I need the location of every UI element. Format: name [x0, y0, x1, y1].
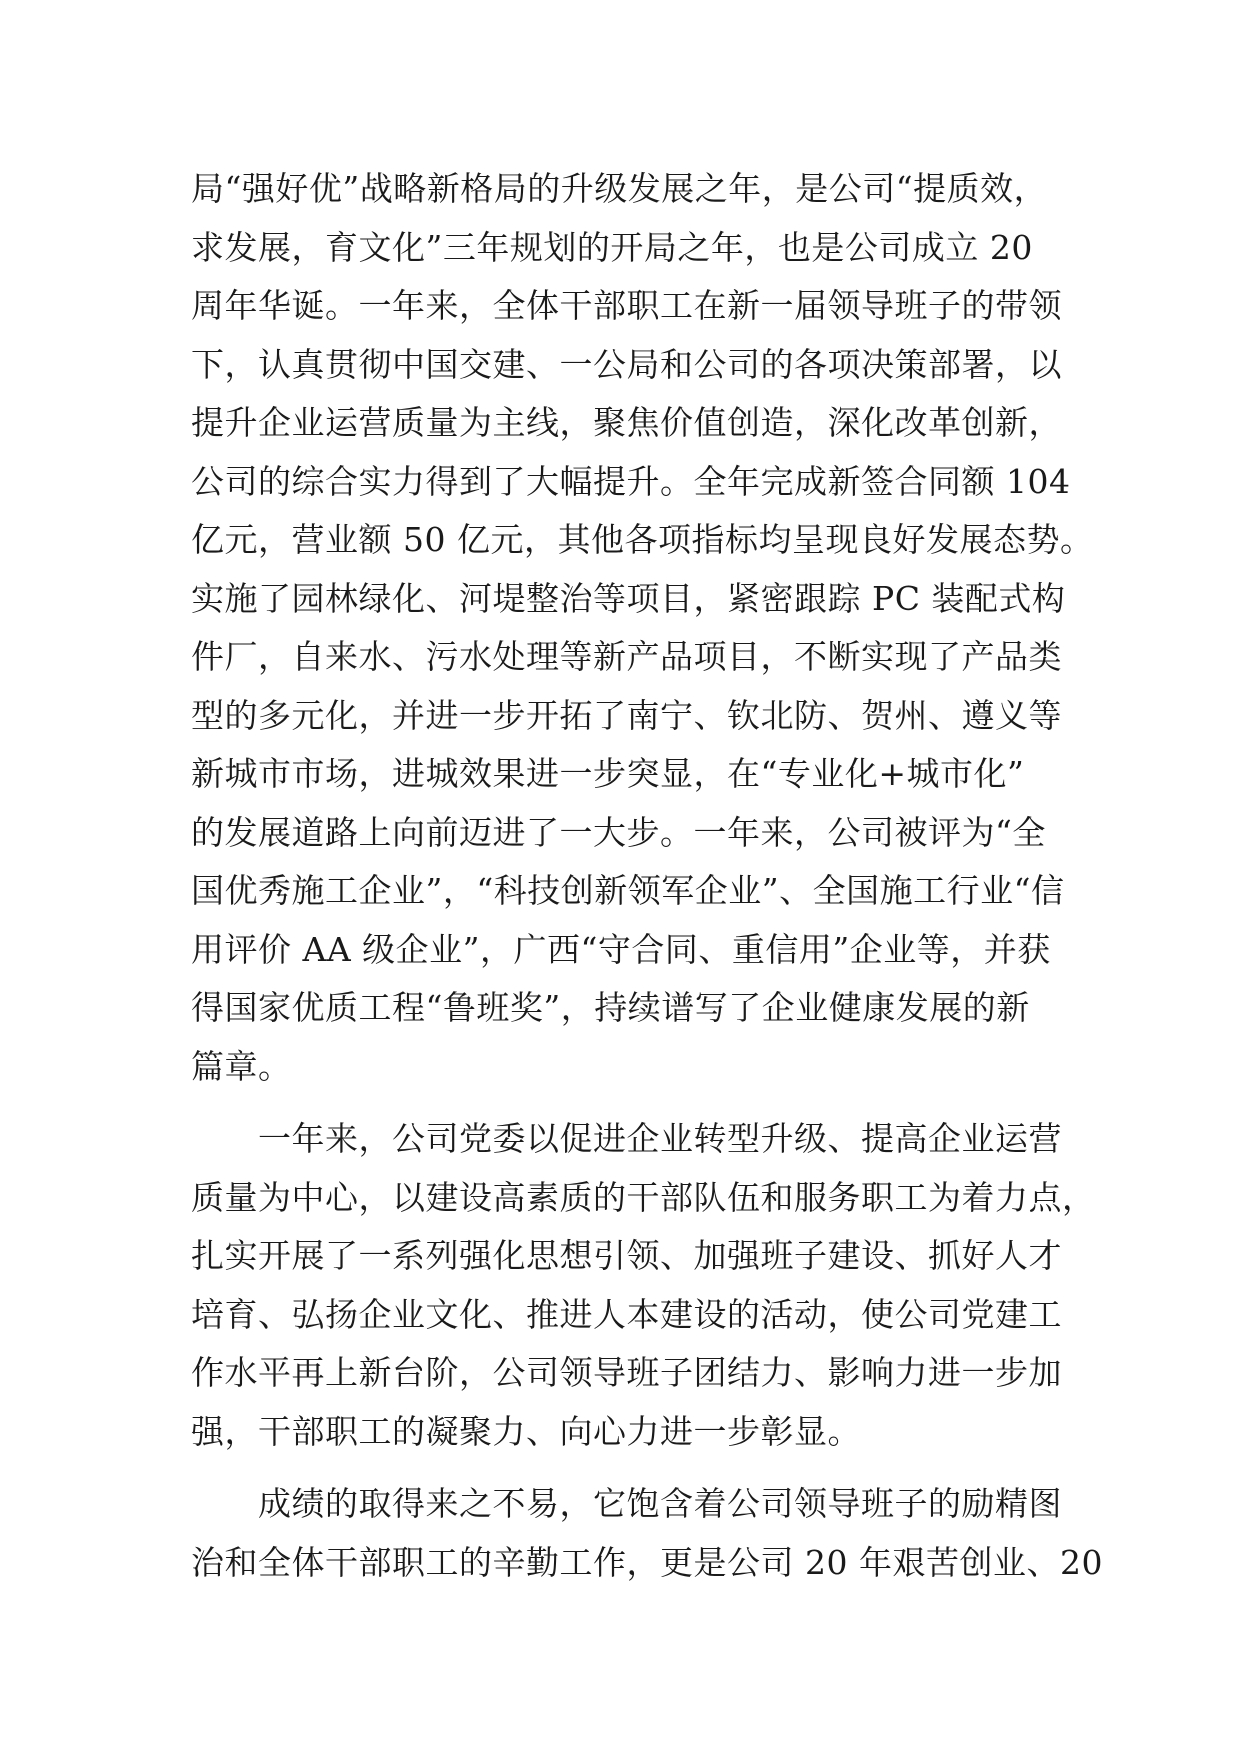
paragraph: [191, 1475, 1103, 1592]
text-line: 新城市市场，进城效果进一步突显，在“专业化+城市化”: [191, 754, 1025, 793]
paragraph: [191, 1110, 1096, 1461]
text-line: 扎实开展了一系列强化思想引领、加强班子建设、抓好人才: [191, 1236, 1062, 1275]
text-line: 局“强好优”战略新格局的升级发展之年，是公司“提质效，: [191, 169, 1048, 208]
text-line: 的发展道路上向前迈进了一大步。一年来，公司被评为“全: [191, 812, 1046, 852]
paragraph-spacer: [191, 1461, 1071, 1475]
text-line: 质量为中心，以建设高素质的干部队伍和服务职工为着力点，: [191, 1177, 1096, 1217]
text-line: 件厂，自来水、污水处理等新产品项目，不断实现了产品类: [191, 637, 1062, 676]
document-body: [191, 160, 1103, 1592]
text-line: 亿元，营业额 50 亿元，其他各项指标均呈现良好发展态势。: [191, 520, 1094, 559]
text-line: 篇章。: [191, 1046, 292, 1086]
text-line: 成绩的取得来之不易，它饱含着公司领导班子的励精图: [191, 1484, 1062, 1523]
text-line: 培育、弘扬企业文化、推进人本建设的活动，使公司党建工: [191, 1294, 1062, 1334]
text-line: 提升企业运营质量为主线，聚焦价值创造，深化改革创新，: [191, 403, 1062, 442]
text-line: 公司的综合实力得到了大幅提升。全年完成新签合同额 104: [191, 461, 1071, 501]
text-line: 强，干部职工的凝聚力、向心力进一步彰显。: [191, 1411, 861, 1451]
paragraph-spacer: [191, 1096, 1071, 1110]
text-line: 周年华诞。一年来，全体干部职工在新一届领导班子的带领: [191, 286, 1062, 325]
text-line: 作水平再上新台阶，公司领导班子团结力、影响力进一步加: [191, 1353, 1062, 1392]
text-line: 求发展，育文化”三年规划的开局之年，也是公司成立 20: [191, 227, 1033, 267]
text-line: 国优秀施工企业”，“科技创新领军企业”、全国施工行业“信: [191, 871, 1065, 910]
text-line: 型的多元化，并进一步开拓了南宁、钦北防、贺州、遵义等: [191, 695, 1062, 735]
text-line: 得国家优质工程“鲁班奖”，持续谱写了企业健康发展的新: [191, 988, 1030, 1027]
text-line: 下，认真贯彻中国交建、一公局和公司的各项决策部署，以: [191, 344, 1062, 384]
text-line: 一年来，公司党委以促进企业转型升级、提高企业运营: [191, 1119, 1062, 1158]
text-line: 用评价 AA 级企业”，广西“守合同、重信用”企业等，并获: [191, 929, 1051, 969]
text-line: 治和全体干部职工的辛勤工作，更是公司 20 年艰苦创业、20: [191, 1542, 1103, 1582]
paragraph: [191, 160, 1094, 1096]
text-line: 实施了园林绿化、河堤整治等项目，紧密跟踪 PC 装配式构: [191, 578, 1066, 618]
